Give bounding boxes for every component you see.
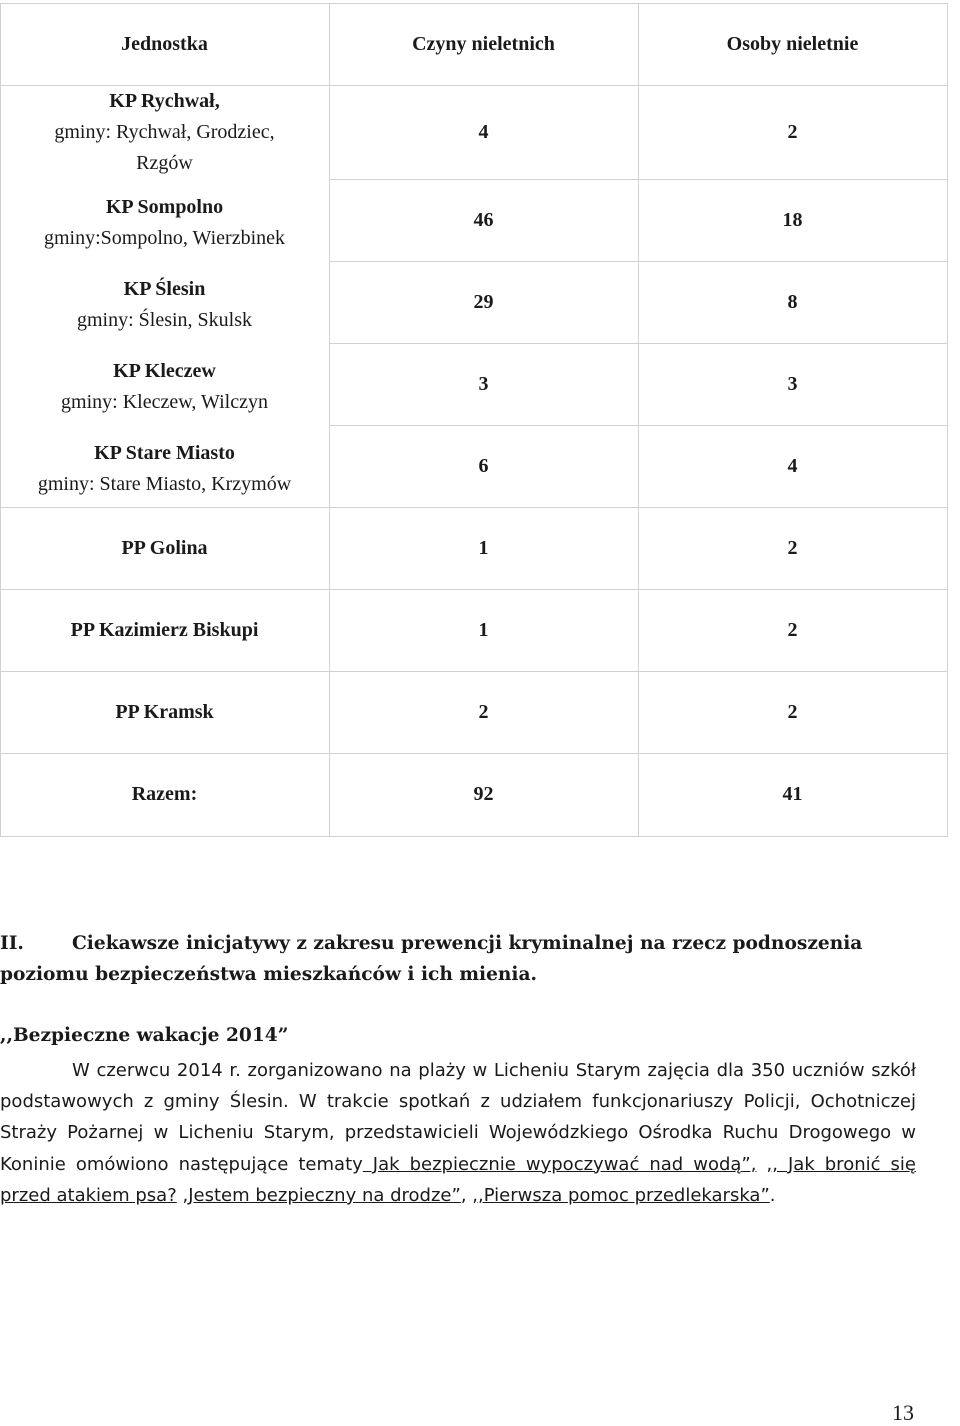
table-cell-osoby: 2 xyxy=(787,120,798,143)
table-cell-osoby: 18 xyxy=(782,208,803,231)
subheading: ,,Bezpieczne wakacje 2014” xyxy=(0,1025,289,1046)
paragraph-end: . xyxy=(769,1184,776,1206)
paragraph xyxy=(0,1055,916,1211)
topic-link: Jak bezpiecznie wypoczywać nad wodą”, xyxy=(362,1153,757,1175)
unit-name: KP Ślesin xyxy=(123,278,206,300)
unit-gminy: gminy:Sompolno, Wierzbinek xyxy=(43,227,286,249)
unit-name: KP Sompolno xyxy=(105,196,224,218)
table-cell-czyny: 1 xyxy=(478,618,489,641)
table-cell-unit xyxy=(0,267,329,343)
topic-link: ,Jestem bezpieczny na drodze” xyxy=(182,1184,461,1206)
table-header-czyny: Czyny nieletnich xyxy=(412,32,555,55)
page-number: 13 xyxy=(892,1400,914,1425)
table-header-jednostka: Jednostka xyxy=(121,32,208,55)
table-cell-unit xyxy=(0,349,329,425)
section-title: Ciekawsze inicjatywy z zakresu prewencji kryminalnej na rzecz podnoszenia poziomu bezpieczeństwa mieszkańców i ich mienia. xyxy=(0,933,863,985)
table-cell-czyny: 4 xyxy=(478,120,489,143)
unit-gminy: gminy: Ślesin, Skulsk xyxy=(76,309,253,331)
table-cell-unit xyxy=(0,185,329,261)
table-header-osoby: Osoby nieletnie xyxy=(726,32,859,55)
table-cell-czyny: 2 xyxy=(478,700,489,723)
table-border xyxy=(0,836,948,837)
table-border xyxy=(947,3,948,837)
table-cell-czyny: 3 xyxy=(478,372,489,395)
table-cell-unit: PP Kazimierz Biskupi xyxy=(70,618,259,641)
section-heading xyxy=(0,928,916,990)
unit-name: KP Rychwał, xyxy=(109,89,220,112)
table-cell-total-osoby: 41 xyxy=(782,783,803,805)
section-number: II. xyxy=(0,933,24,954)
table-cell-unit xyxy=(0,85,329,179)
table-cell-czyny: 29 xyxy=(473,290,494,313)
unit-name: KP Kleczew xyxy=(113,360,216,382)
table-cell-unit xyxy=(0,431,329,507)
table-cell-osoby: 2 xyxy=(787,700,798,723)
topic-link: ,,Pierwsza pomoc przedlekarska” xyxy=(472,1184,770,1206)
table-cell-unit: PP Golina xyxy=(121,536,208,559)
table-cell-osoby: 2 xyxy=(787,536,798,559)
table-cell-total-label: Razem: xyxy=(131,783,198,805)
table-cell-unit: PP Kramsk xyxy=(115,700,214,723)
unit-gminy: gminy: Stare Miasto, Krzymów xyxy=(37,473,292,495)
unit-gminy: gminy: Kleczew, Wilczyn xyxy=(61,391,268,413)
table-cell-czyny: 1 xyxy=(478,536,489,559)
table-cell-czyny: 46 xyxy=(473,208,494,231)
table-cell-osoby: 8 xyxy=(787,290,798,313)
statistics-table xyxy=(0,3,948,837)
unit-name: KP Stare Miasto xyxy=(94,442,235,464)
paragraph-intro: W czerwcu 2014 r. zorganizowano na plaży w Licheniu Starym zajęcia dla 350 uczniów szkół podstawowych z gminy Ślesin. W trakcie spotkań z udziałem funkcjonariuszy Policji, Ochotniczej Straży Pożarnej w Licheniu Starym, przedstawicieli Wojewódzkiego Ośrodka Ruchu Drogowego w Koninie omówiono następujące tematy xyxy=(0,1060,916,1175)
table-cell-total-czyny: 92 xyxy=(473,783,494,805)
table-cell-osoby: 3 xyxy=(787,372,798,395)
table-cell-osoby: 2 xyxy=(787,618,798,641)
topic-link: ,, Jak bronić się przed atakiem psa? xyxy=(0,1153,916,1206)
unit-gminy: gminy: Rychwał, Grodziec, xyxy=(54,120,275,143)
separator: , xyxy=(460,1184,473,1206)
table-cell-osoby: 4 xyxy=(787,454,798,477)
unit-gminy: Rzgów xyxy=(136,151,193,174)
table-cell-czyny: 6 xyxy=(478,454,489,477)
